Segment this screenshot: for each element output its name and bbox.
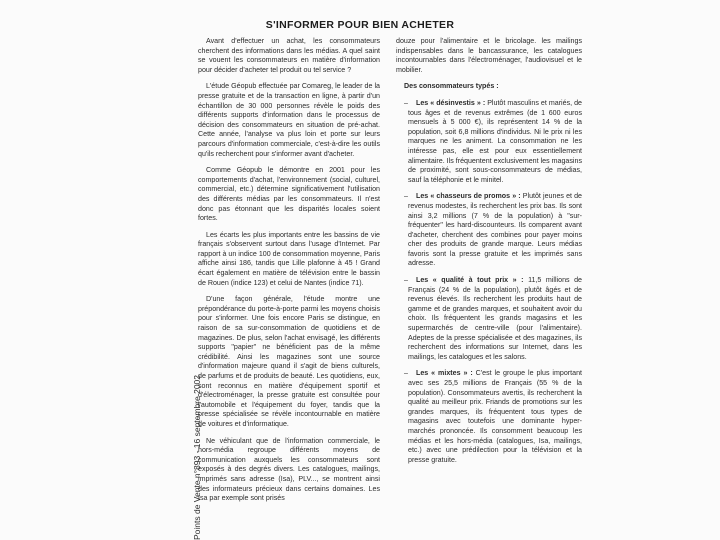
- left-paragraph-1: Avant d'effectuer un achat, les consommateurs cherchent des informations dans les médias. A quel saint se vouent les consommateurs en matière d'information pour décider d'acheter tel produit ou tel service ?: [198, 37, 380, 74]
- bullet-lead: Les « qualité à tout prix » :: [416, 276, 524, 285]
- left-column: [198, 37, 380, 540]
- bullet-text: Plutôt masculins et mariés, de tous âges et de revenus extrêmes (de 1 600 euros mensuels à 5 000 €), ils représentent 14 % de la population, soit 6,8 millions d'individus. Ni le prix ni les marques ne les animent. La consommation ne les intéresse pas, elle est pour eux essentiellement alimentaire. Ils fréquentent exclusivement les magasins de proximité, sont sous-consommateurs de médias, sauf la téléphonie et le minitel.: [408, 98, 582, 184]
- left-paragraph-2: L'étude Géopub effectuée par Comareg, le leader de la presse gratuite et de la transaction en ligne, à partir d'un échantillon de 30 000 personnes révèle le poids des différents supports d'information dans le processus de décision des consommateurs en situation de pré-achat. Cette année, l'analyse va plus loin et porte sur leurs parcours d'information commerciale, c'est-à-dire les outils qu'ils recherchent pour s'informer avant d'acheter.: [198, 82, 380, 158]
- bullet-text: Plutôt jeunes et de revenus modestes, ils recherchent les prix bas. Ils sont ainsi 3,2 millions (7 % de la population) à "sur-fréquenter" les hard-discounteurs. Ils comparent avant d'acheter, cherchent des combines pour payer moins cher des produits de grande marque. Leurs médias favoris sont la presse gratuite et les imprimés sans adresse.: [408, 192, 582, 268]
- bullet-item: [396, 99, 582, 185]
- bullet-text: C'est le groupe le plus important avec ses 25,5 millions de Français (55 % de la population). Consommateurs avertis, ils recherchent la qualité au meilleur prix. Friands de promotions sur les grandes marques, ils fréquentent tous types de magasins avec toutefois une dominante hyper-marchés prononcée. Ils consomment beaucoup les médias et les hors-média (catalogues, Isa, mailings, etc.) avec une prédilection pour la télévision et la presse gratuite.: [408, 369, 582, 464]
- left-paragraph-5: D'une façon générale, l'étude montre une prépondérance du porte-à-porte parmi les moyens choisis pour s'informer. Une fois encore Paris se distingue, en raison de sa sur-consommation de quotidiens et de magazines. De plus, selon l'achat envisagé, les différents supports "papier" ne bénéficient pas de la même crédibilité. Ainsi les magazines sont une source d'information majeure quand il s'agit de biens culturels, de parfums et de produits de beauté. Les quotidiens, eux, sont reconnus en matière d'équipement sportif et d'électroménager, la presse gratuite est consultée pour l'automobile et l'équipement du foyer, tandis que la presse spécialisée se révèle incontournable en matière de voitures et d'informatique.: [198, 295, 380, 428]
- dash-marker: –: [404, 276, 408, 285]
- bullet-item: [396, 369, 582, 465]
- dash-marker: –: [404, 98, 408, 107]
- right-intro: douze pour l'alimentaire et le bricolage. les mailings indispensables dans le bancassurance, les catalogues incontournables dans l'électroménager, l'audiovisuel et le mobilier.: [396, 37, 582, 74]
- bullet-lead: Les « désinvestis » :: [416, 98, 486, 107]
- bullet-item: [396, 276, 582, 362]
- bullet-text: 11,5 millions de Français (24 % de la population), plutôt âgés et de revenus élevés. Ils recherchent les produits haut de gamme et de grandes marques, et souhaitent avoir du choix. Ils fréquentent les grands magasins et les supermarchés de centre-ville (pour l'alimentaire). Adeptes de la presse spécialisée et des magazines, ils recherchent des informations sur Internet, dans les mailings, les catalogues et les salons.: [408, 276, 582, 361]
- side-caption-text: Points de Vente n°893 - 16 septembre 2002: [192, 374, 202, 540]
- bullet-lead: Les « mixtes » :: [416, 369, 473, 378]
- dash-marker: –: [404, 192, 408, 201]
- right-subhead: Des consommateurs typés :: [404, 82, 499, 91]
- left-paragraph-6: Ne véhiculant que de l'information commerciale, le hors-média regroupe différents moyens de communication auxquels les consommateurs sont exposés à des degrés divers. Les catalogues, mailings, imprimés sans adresse (Isa), PLV..., se montrent ainsi des informateurs précieux dans certains domaines. Les Isa par exemple sont prisés: [198, 436, 380, 503]
- bullet-item: [396, 192, 582, 269]
- left-paragraph-3: Comme Géopub le démontre en 2001 pour les comportements d'achat, l'environnement (social, culturel, commercial, etc.) détermine significativement l'utilisation des différents médias par les consommateurs. Il n'est donc pas étonnant que les disparités locales soient fortes.: [198, 166, 380, 223]
- bullet-lead: Les « chasseurs de promos » :: [416, 192, 521, 201]
- dash-marker: –: [404, 369, 408, 378]
- right-column: [396, 37, 582, 540]
- article-title: S'INFORMER POUR BIEN ACHETER: [265, 19, 455, 31]
- left-paragraph-4: Les écarts les plus importants entre les bassins de vie français s'observent surtout dans l'usage d'Internet. Par rapport à un indice 100 de consommation moyenne, Paris affiche ainsi 186, tandis que Lille plafonne à 45 ! Grand écart également en matière de télévision entre le bassin de Rouen (indice 123) et celui de Nantes (indice 71).: [198, 230, 380, 287]
